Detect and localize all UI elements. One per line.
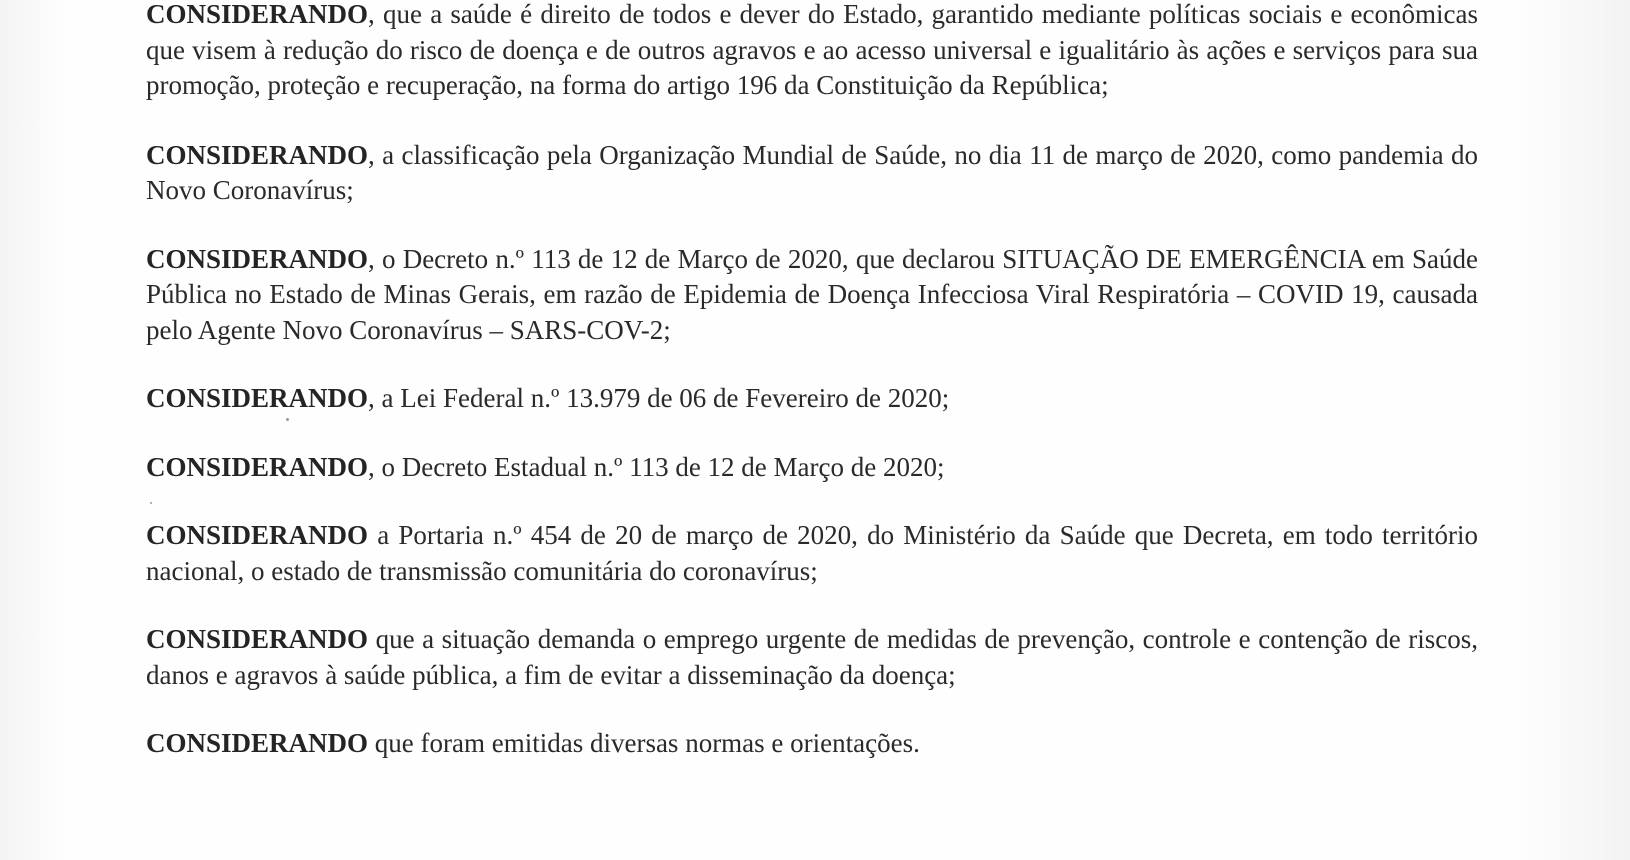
clause-urgent-measures [146,622,1478,693]
clause-text: , que a saúde é direito de todos e dever do Estado, garantido mediante políticas sociais e econômicas que visem à redução do risco de doença e de outros agravos e ao acesso universal e igualitário às ações e serviços para sua promoção, proteção e recuperação, na forma do artigo 196 da Constituição da República; [146,0,1478,100]
document-body [146,0,1478,762]
clause-federal-law [146,381,1478,417]
scan-shadow-left [0,0,70,860]
clause-keyword: CONSIDERANDO [146,139,369,170]
clause-ministry-ordinance [146,518,1478,589]
clause-health-right [146,0,1478,104]
clause-text: , o Decreto n.º 113 de 12 de Março de 2020, que declarou SITUAÇÃO DE EMERGÊNCIA em Saúde Pública no Estado de Minas Gerais, em razão de Epidemia de Doença Infecciosa Viral Respiratória – COVID 19, causada pelo Agente Novo Coronavírus – SARS-COV-2; [146,243,1478,345]
clause-keyword: CONSIDERANDO [146,0,369,29]
clause-keyword: CONSIDERANDO [146,243,369,274]
clause-text: que a situação demanda o emprego urgente de medidas de prevenção, controle e contenção de riscos, danos e agravos à saúde pública, a fim de evitar a disseminação da doença; [146,624,1478,690]
clause-state-decree [146,450,1478,486]
clause-text: , a classificação pela Organização Mundial de Saúde, no dia 11 de março de 2020, como pandemia do Novo Coronavírus; [146,139,1478,205]
clause-keyword: CONSIDERANDO [146,728,369,758]
scan-shadow-right [1510,0,1630,860]
clause-text: , o Decreto Estadual n.º 113 de 12 de Março de 2020; [368,451,945,482]
scan-speck [286,418,289,421]
clause-norms-issued [146,726,1478,762]
clause-text: a Portaria n.º 454 de 20 de março de 2020, do Ministério da Saúde que Decreta, em todo território nacional, o estado de transmissão comunitária do coronavírus; [146,520,1478,586]
scan-speck [150,502,152,504]
clause-keyword: CONSIDERANDO [146,383,369,413]
clause-who-pandemic [146,138,1478,209]
clause-text: , a Lei Federal n.º 13.979 de 06 de Fevereiro de 2020; [368,383,950,413]
clause-keyword: CONSIDERANDO [146,451,369,482]
clause-emergency-decree [146,242,1478,349]
clause-text: que foram emitidas diversas normas e orientações. [368,728,920,758]
clause-keyword: CONSIDERANDO [146,520,369,550]
clause-keyword: CONSIDERANDO [146,624,369,654]
